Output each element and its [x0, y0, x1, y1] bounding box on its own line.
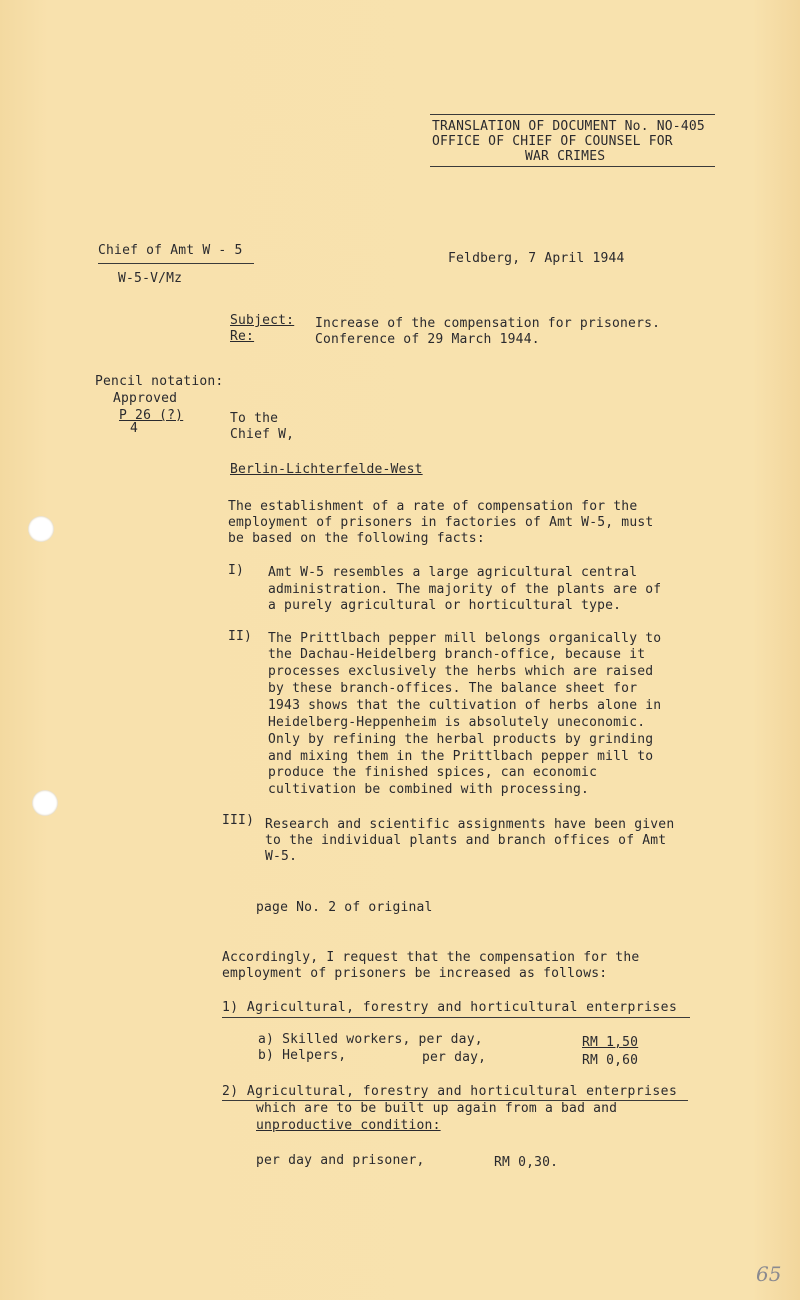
punch-hole-top [28, 516, 54, 542]
fact-line: to the individual plants and branch offices of Amt [265, 833, 667, 848]
fact-line: W-5. [265, 849, 298, 864]
page-note: page No. 2 of original [256, 900, 433, 915]
fact-line: cultivation be combined with processing. [268, 782, 590, 797]
header-rule-bottom [430, 166, 715, 167]
fact-line: processes exclusively the herbs which are raised [268, 664, 654, 679]
fact-number: I) [228, 563, 245, 578]
header-line-2: OFFICE OF CHIEF OF COUNSEL FOR [432, 134, 673, 149]
intro-line: employment of prisoners in factories of Amt W-5, must [228, 515, 654, 530]
section-1-item-per: per day, [422, 1050, 487, 1065]
section-2-heading: 2) Agricultural, forestry and horticultural enterprises [222, 1084, 678, 1099]
fact-line: by these branch-offices. The balance sheet for [268, 681, 638, 696]
place-date: Feldberg, 7 April 1944 [448, 251, 625, 266]
fact-line: produce the finished spices, can economic [268, 765, 598, 780]
sender-reference: W-5-V/Mz [118, 271, 183, 286]
pencil-notation-title: Pencil notation: [95, 374, 224, 389]
fact-line: 1943 shows that the cultivation of herbs alone in [268, 698, 662, 713]
header-line-3: WAR CRIMES [525, 149, 606, 164]
section-2-line-3: unproductive condition: [256, 1118, 441, 1133]
header-rule-top [430, 114, 715, 115]
re-text: Conference of 29 March 1944. [315, 332, 540, 347]
addressee-line-2: Chief W, [230, 427, 295, 442]
fact-line: Heidelberg-Heppenheim is absolutely uneconomic. [268, 715, 646, 730]
request-line: Accordingly, I request that the compensation for the [222, 950, 640, 965]
fact-line: and mixing them in the Prittlbach pepper mill to [268, 749, 654, 764]
pencil-denominator: 4 [130, 421, 139, 436]
subject-label: Subject: [230, 313, 295, 328]
fact-number: III) [222, 813, 255, 828]
section-1-item-label: a) Skilled workers, per day, [258, 1032, 483, 1047]
sender-rule [98, 263, 254, 264]
handwritten-page-number: 65 [756, 1262, 782, 1286]
section-1-heading: 1) Agricultural, forestry and horticultural enterprises [222, 1000, 678, 1015]
section-1-item-label: b) Helpers, [258, 1048, 347, 1063]
section-1-item-amount: RM 1,50 [582, 1035, 639, 1050]
request-line: employment of prisoners be increased as follows: [222, 966, 608, 981]
subject-text: Increase of the compensation for prisoners. [315, 316, 661, 331]
punch-hole-bottom [32, 790, 58, 816]
fact-line: administration. The majority of the plants are of [268, 582, 662, 597]
pencil-mark: P 26 (?) [119, 408, 184, 423]
intro-line: The establishment of a rate of compensation for the [228, 499, 638, 514]
fact-line: Research and scientific assignments have been given [265, 817, 675, 832]
header-line-1: TRANSLATION OF DOCUMENT No. NO-405 [432, 119, 705, 134]
fact-line: Amt W-5 resembles a large agricultural central [268, 565, 638, 580]
fact-line: The Prittlbach pepper mill belongs organically to [268, 631, 662, 646]
section-2-rate-amount: RM 0,30. [494, 1155, 559, 1170]
sender-title: Chief of Amt W - 5 [98, 243, 243, 258]
fact-line: Only by refining the herbal products by grinding [268, 732, 654, 747]
section-2-line-2: which are to be built up again from a bad and [256, 1101, 618, 1116]
fact-line: a purely agricultural or horticultural type. [268, 598, 622, 613]
pencil-approved: Approved [113, 391, 178, 406]
addressee-location: Berlin-Lichterfelde-West [230, 462, 423, 477]
section-1-underline [222, 1017, 690, 1018]
re-label: Re: [230, 329, 255, 344]
section-1-item-amount: RM 0,60 [582, 1053, 639, 1068]
section-2-rate-label: per day and prisoner, [256, 1153, 425, 1168]
fact-number: II) [228, 629, 253, 644]
intro-line: be based on the following facts: [228, 531, 485, 546]
addressee-line-1: To the [230, 411, 279, 426]
fact-line: the Dachau-Heidelberg branch-office, because it [268, 647, 646, 662]
